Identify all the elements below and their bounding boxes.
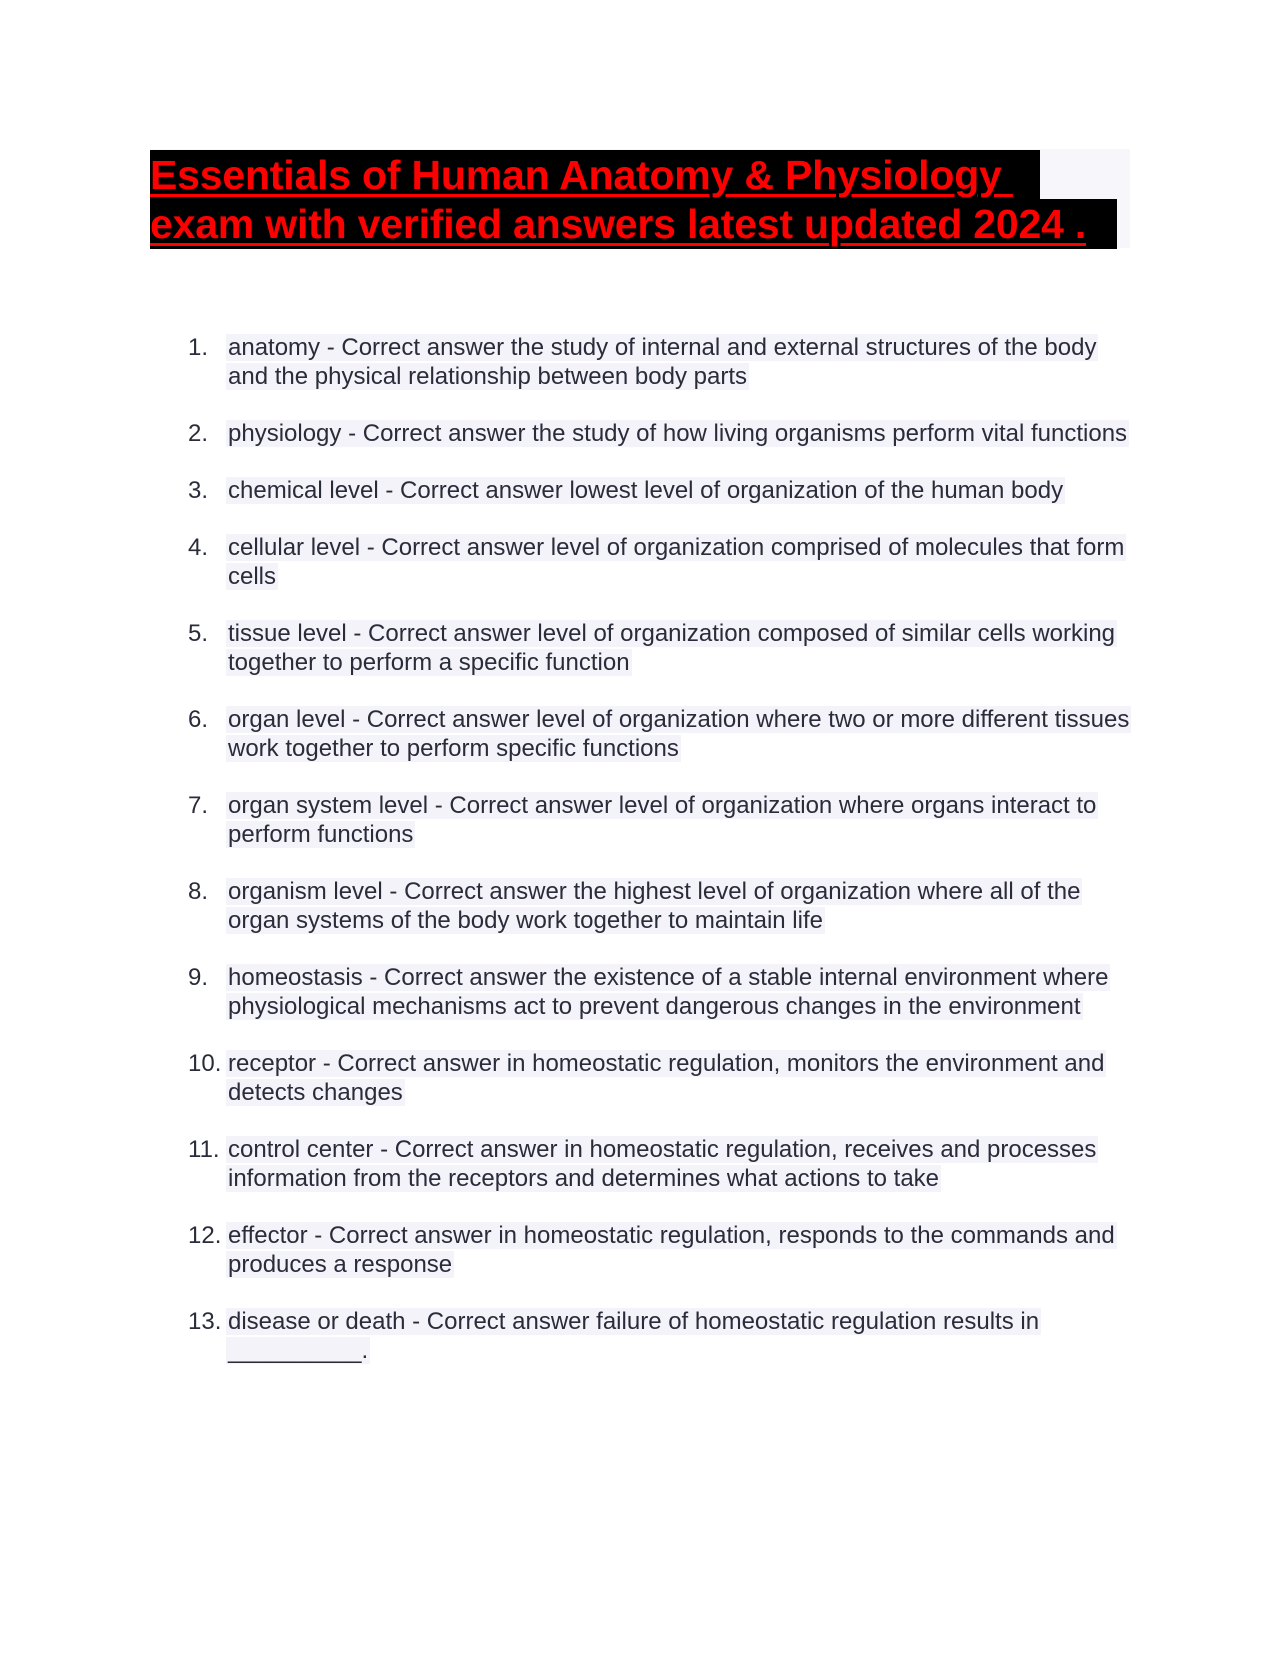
list-item-text: physiology - Correct answer the study of how living organisms perform vital functions (228, 420, 1128, 447)
question-answer-list (180, 333, 1130, 1393)
list-item (180, 419, 1130, 448)
list-item-number: 6. (188, 706, 209, 733)
list-item (180, 533, 1130, 591)
list-item-number: 5. (188, 620, 209, 647)
list-item-text: organ system level - Correct answer level of organization where organs interact to perform functions (228, 792, 1097, 848)
list-item (180, 619, 1130, 677)
list-item-text: organ level - Correct answer level of organization where two or more different tissues work together to perform specific functions (228, 706, 1130, 762)
list-item (180, 1307, 1130, 1365)
list-item-text: homeostasis - Correct answer the existence of a stable internal environment where physiological mechanisms act to prevent dangerous changes in the environment (228, 964, 1109, 1020)
document-title-line-2: exam with verified answers latest updated 2024 . (150, 199, 1117, 249)
list-item-number: 12. (188, 1222, 222, 1249)
list-item-number: 1. (188, 334, 209, 361)
list-item-text: chemical level - Correct answer lowest level of organization of the human body (228, 477, 1064, 504)
list-item (180, 1221, 1130, 1279)
list-item-number: 4. (188, 534, 209, 561)
list-item (180, 1135, 1130, 1193)
list-item (180, 333, 1130, 391)
list-item (180, 705, 1130, 763)
document-title-line-1: Essentials of Human Anatomy & Physiology (150, 150, 1040, 200)
list-item-number: 2. (188, 420, 209, 447)
list-item (180, 877, 1130, 935)
list-item-number: 3. (188, 477, 209, 504)
list-item-text: anatomy - Correct answer the study of internal and external structures of the body and the physical relationship between body parts (228, 334, 1097, 390)
list-item (180, 476, 1130, 505)
list-item (180, 791, 1130, 849)
list-item-number: 11. (188, 1136, 220, 1163)
list-item-number: 13. (188, 1308, 222, 1335)
list-item-text: disease or death - Correct answer failure of homeostatic regulation results in __________. (228, 1308, 1040, 1364)
list-item-number: 8. (188, 878, 209, 905)
list-item-text: control center - Correct answer in homeostatic regulation, receives and processes information from the receptors and determines what actions to take (228, 1136, 1097, 1192)
list-item-text: tissue level - Correct answer level of organization composed of similar cells working together to perform a specific function (228, 620, 1116, 676)
list-item-number: 10. (188, 1050, 222, 1077)
list-item-text: cellular level - Correct answer level of organization comprised of molecules that form cells (228, 534, 1125, 590)
list-item (180, 963, 1130, 1021)
list-item-number: 7. (188, 792, 209, 819)
list-item (180, 1049, 1130, 1107)
list-item-text: effector - Correct answer in homeostatic regulation, responds to the commands and produces a response (228, 1222, 1115, 1278)
list-item-text: receptor - Correct answer in homeostatic regulation, monitors the environment and detects changes (228, 1050, 1105, 1106)
list-item-text: organism level - Correct answer the highest level of organization where all of the organ systems of the body work together to maintain life (228, 878, 1081, 934)
list-item-number: 9. (188, 964, 209, 991)
